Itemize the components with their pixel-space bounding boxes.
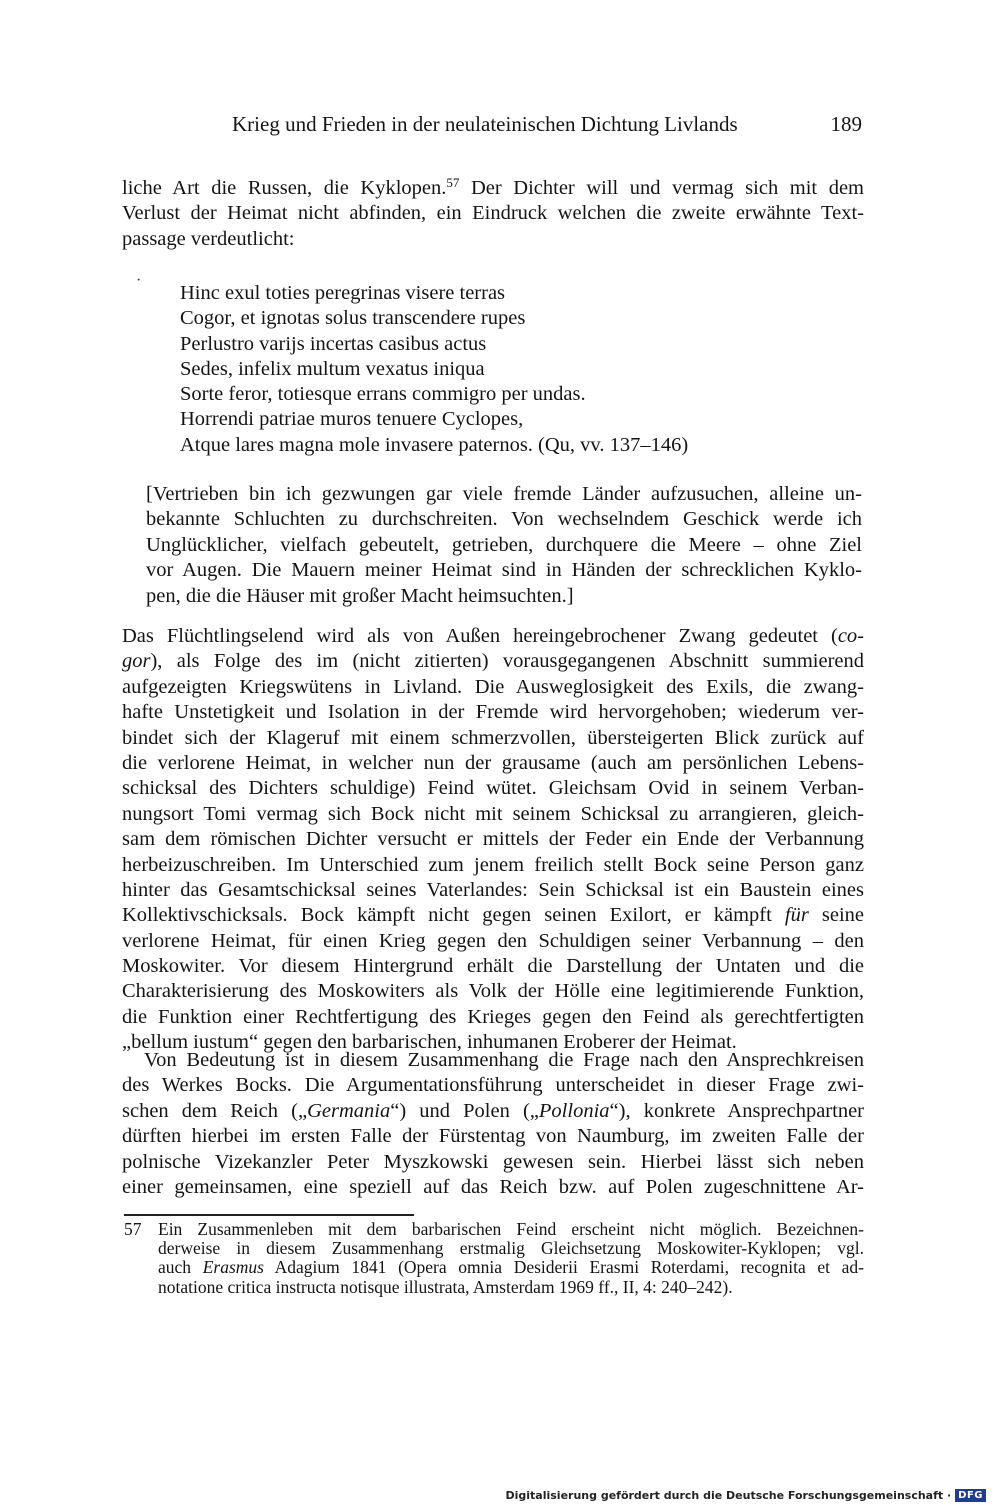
verse-line: Sedes, infelix multum vexatus iniqua — [180, 357, 485, 380]
text-line: derweise in diesem Zusammenhang erstmalig Gleichsetzung Moskowiter-Kyklopen; vgl. — [158, 1239, 864, 1259]
intro-paragraph — [122, 176, 864, 252]
footnote-body — [158, 1220, 864, 1297]
text-line: gor), als Folge des im (nicht zitierten) vorausgegangenen Abschnitt summierend — [122, 650, 864, 673]
text-line: polnische Vizekanzler Peter Myszkowski gewesen sein. Hierbei lässt sich neben — [122, 1150, 864, 1173]
text-line: dürften hierbei im ersten Falle der Fürstentag von Naumburg, im zweiten Falle der — [122, 1125, 864, 1148]
text-line: Unglücklicher, vielfach gebeutelt, getrieben, durchquere die Meere – ohne Ziel — [146, 533, 862, 556]
text-line: verlorene Heimat, für einen Krieg gegen den Schuldigen seiner Verbannung – den — [122, 929, 864, 952]
text-line: „bellum iustum“ gegen den barbarischen, inhumanen Eroberer der Heimat. — [122, 1031, 737, 1054]
text-line: nungsort Tomi vermag sich Bock nicht mit seinem Schicksal zu arrangieren, gleich- — [122, 802, 864, 825]
verse-line: Sorte feror, totiesque errans commigro per undas. — [180, 383, 586, 406]
text-line: Von Bedeutung ist in diesem Zusammenhang die Frage nach den Ansprechkreisen — [144, 1049, 864, 1071]
margin-dot: · — [136, 272, 142, 289]
footnote-separator — [124, 1214, 414, 1216]
text-line: hinter das Gesamtschicksal seines Vaterlandes: Sein Schicksal ist ein Baustein eines — [122, 878, 864, 901]
digitization-credit — [505, 1489, 986, 1502]
text-line: pen, die die Häuser mit großer Macht heimsuchten.] — [146, 584, 574, 607]
body-paragraph-1 — [122, 624, 864, 1056]
text-line: die verlorene Heimat, in welcher nun der grausame (auch am persönlichen Lebens- — [122, 751, 864, 774]
verse-line: Perlustro varijs incertas casibus actus — [180, 332, 487, 355]
german-translation — [146, 482, 862, 609]
text-line: bindet sich der Klageruf mit einem schmerzvollen, übersteigerten Blick zurück auf — [122, 726, 864, 749]
footnote-ref[interactable]: 57 — [446, 176, 460, 190]
text-line: passage verdeutlicht: — [122, 227, 295, 250]
text-line: sam dem römischen Dichter versucht er mittels der Feder ein Ende der Verbannung — [122, 828, 864, 851]
text-line: Moskowiter. Vor diesem Hintergrund erhält die Darstellung der Untaten und die — [122, 955, 864, 978]
verse-line: Cogor, et ignotas solus transcendere rupes — [180, 307, 526, 330]
text-line: notatione critica instructa notisque illustrata, Amsterdam 1969 ff., II, 4: 240–242). — [158, 1277, 733, 1297]
text-line: Charakterisierung des Moskowiters als Volk der Hölle eine legitimierende Funktion, — [122, 980, 864, 1003]
text-line: aufgezeigten Kriegswütens in Livland. Die Ausweglosigkeit des Exils, die zwang- — [122, 675, 864, 698]
running-title: Krieg und Frieden in der neulateinischen Dichtung Livlands — [232, 112, 738, 136]
text-line: Ein Zusammenleben mit dem barbarischen Feind erscheint nicht möglich. Bezeichnen- — [158, 1220, 864, 1239]
page-number: 189 — [830, 112, 862, 136]
text-line: die Funktion einer Rechtfertigung des Krieges gegen den Feind als gerechtfertigten — [122, 1005, 864, 1028]
text-line: herbeizuschreiben. Im Unterschied zum jenem freilich stellt Bock seine Person ganz — [122, 853, 864, 876]
latin-verse-quote — [180, 281, 800, 458]
text-line: Verlust der Heimat nicht abfinden, ein Eindruck welchen die zweite erwähnte Text- — [122, 202, 864, 225]
text-line: bekannte Schluchten zu durchschreiten. Von wechselndem Geschick werde ich — [146, 508, 862, 531]
verse-line: Horrendi patriae muros tenuere Cyclopes, — [180, 408, 524, 431]
verse-line: Hinc exul toties peregrinas visere terras — [180, 282, 506, 304]
text-line: Das Flüchtlingselend wird als von Außen hereingebrochener Zwang gedeutet (co- — [122, 625, 864, 647]
text-line: des Werkes Bocks. Die Argumentationsführung unterscheidet in dieser Frage zwi- — [122, 1074, 864, 1097]
text-line: auch Erasmus Adagium 1841 (Opera omnia Desiderii Erasmi Roterdami, recognita et ad- — [158, 1258, 864, 1278]
text-line: hafte Unstetigkeit und Isolation in der Fremde wird hervorgehoben; wiederum ver- — [122, 701, 864, 724]
footnote-number: 57 — [124, 1219, 142, 1239]
text-line: schen dem Reich („Germania“) und Polen („Pollonia“), konkrete Ansprechpartner — [122, 1099, 864, 1122]
verse-line: Atque lares magna mole invasere paternos. (Qu, vv. 137–146) — [180, 433, 689, 456]
credit-text: Digitalisierung gefördert durch die Deutsche Forschungsgemeinschaft · — [505, 1489, 952, 1502]
text-line: schicksal des Dichters schuldige) Feind wütet. Gleichsam Ovid in seinem Verban- — [122, 777, 864, 800]
dfg-logo: DFG — [955, 1489, 986, 1502]
text-line: [Vertrieben bin ich gezwungen gar viele fremde Länder aufzusuchen, alleine un- — [146, 483, 862, 505]
text-line: einer gemeinsamen, eine speziell auf das Reich bzw. auf Polen zugeschnittene Ar- — [122, 1175, 864, 1198]
text-line: Kollektivschicksals. Bock kämpft nicht gegen seinen Exilort, er kämpft für seine — [122, 904, 864, 927]
body-paragraph-2 — [122, 1048, 864, 1200]
text-line: liche Art die Russen, die Kyklopen.$^{57}$ Der Dichter will und vermag sich mit dem — [122, 176, 864, 199]
text-line: vor Augen. Die Mauern meiner Heimat sind in Händen der schrecklichen Kyklo- — [146, 559, 862, 582]
